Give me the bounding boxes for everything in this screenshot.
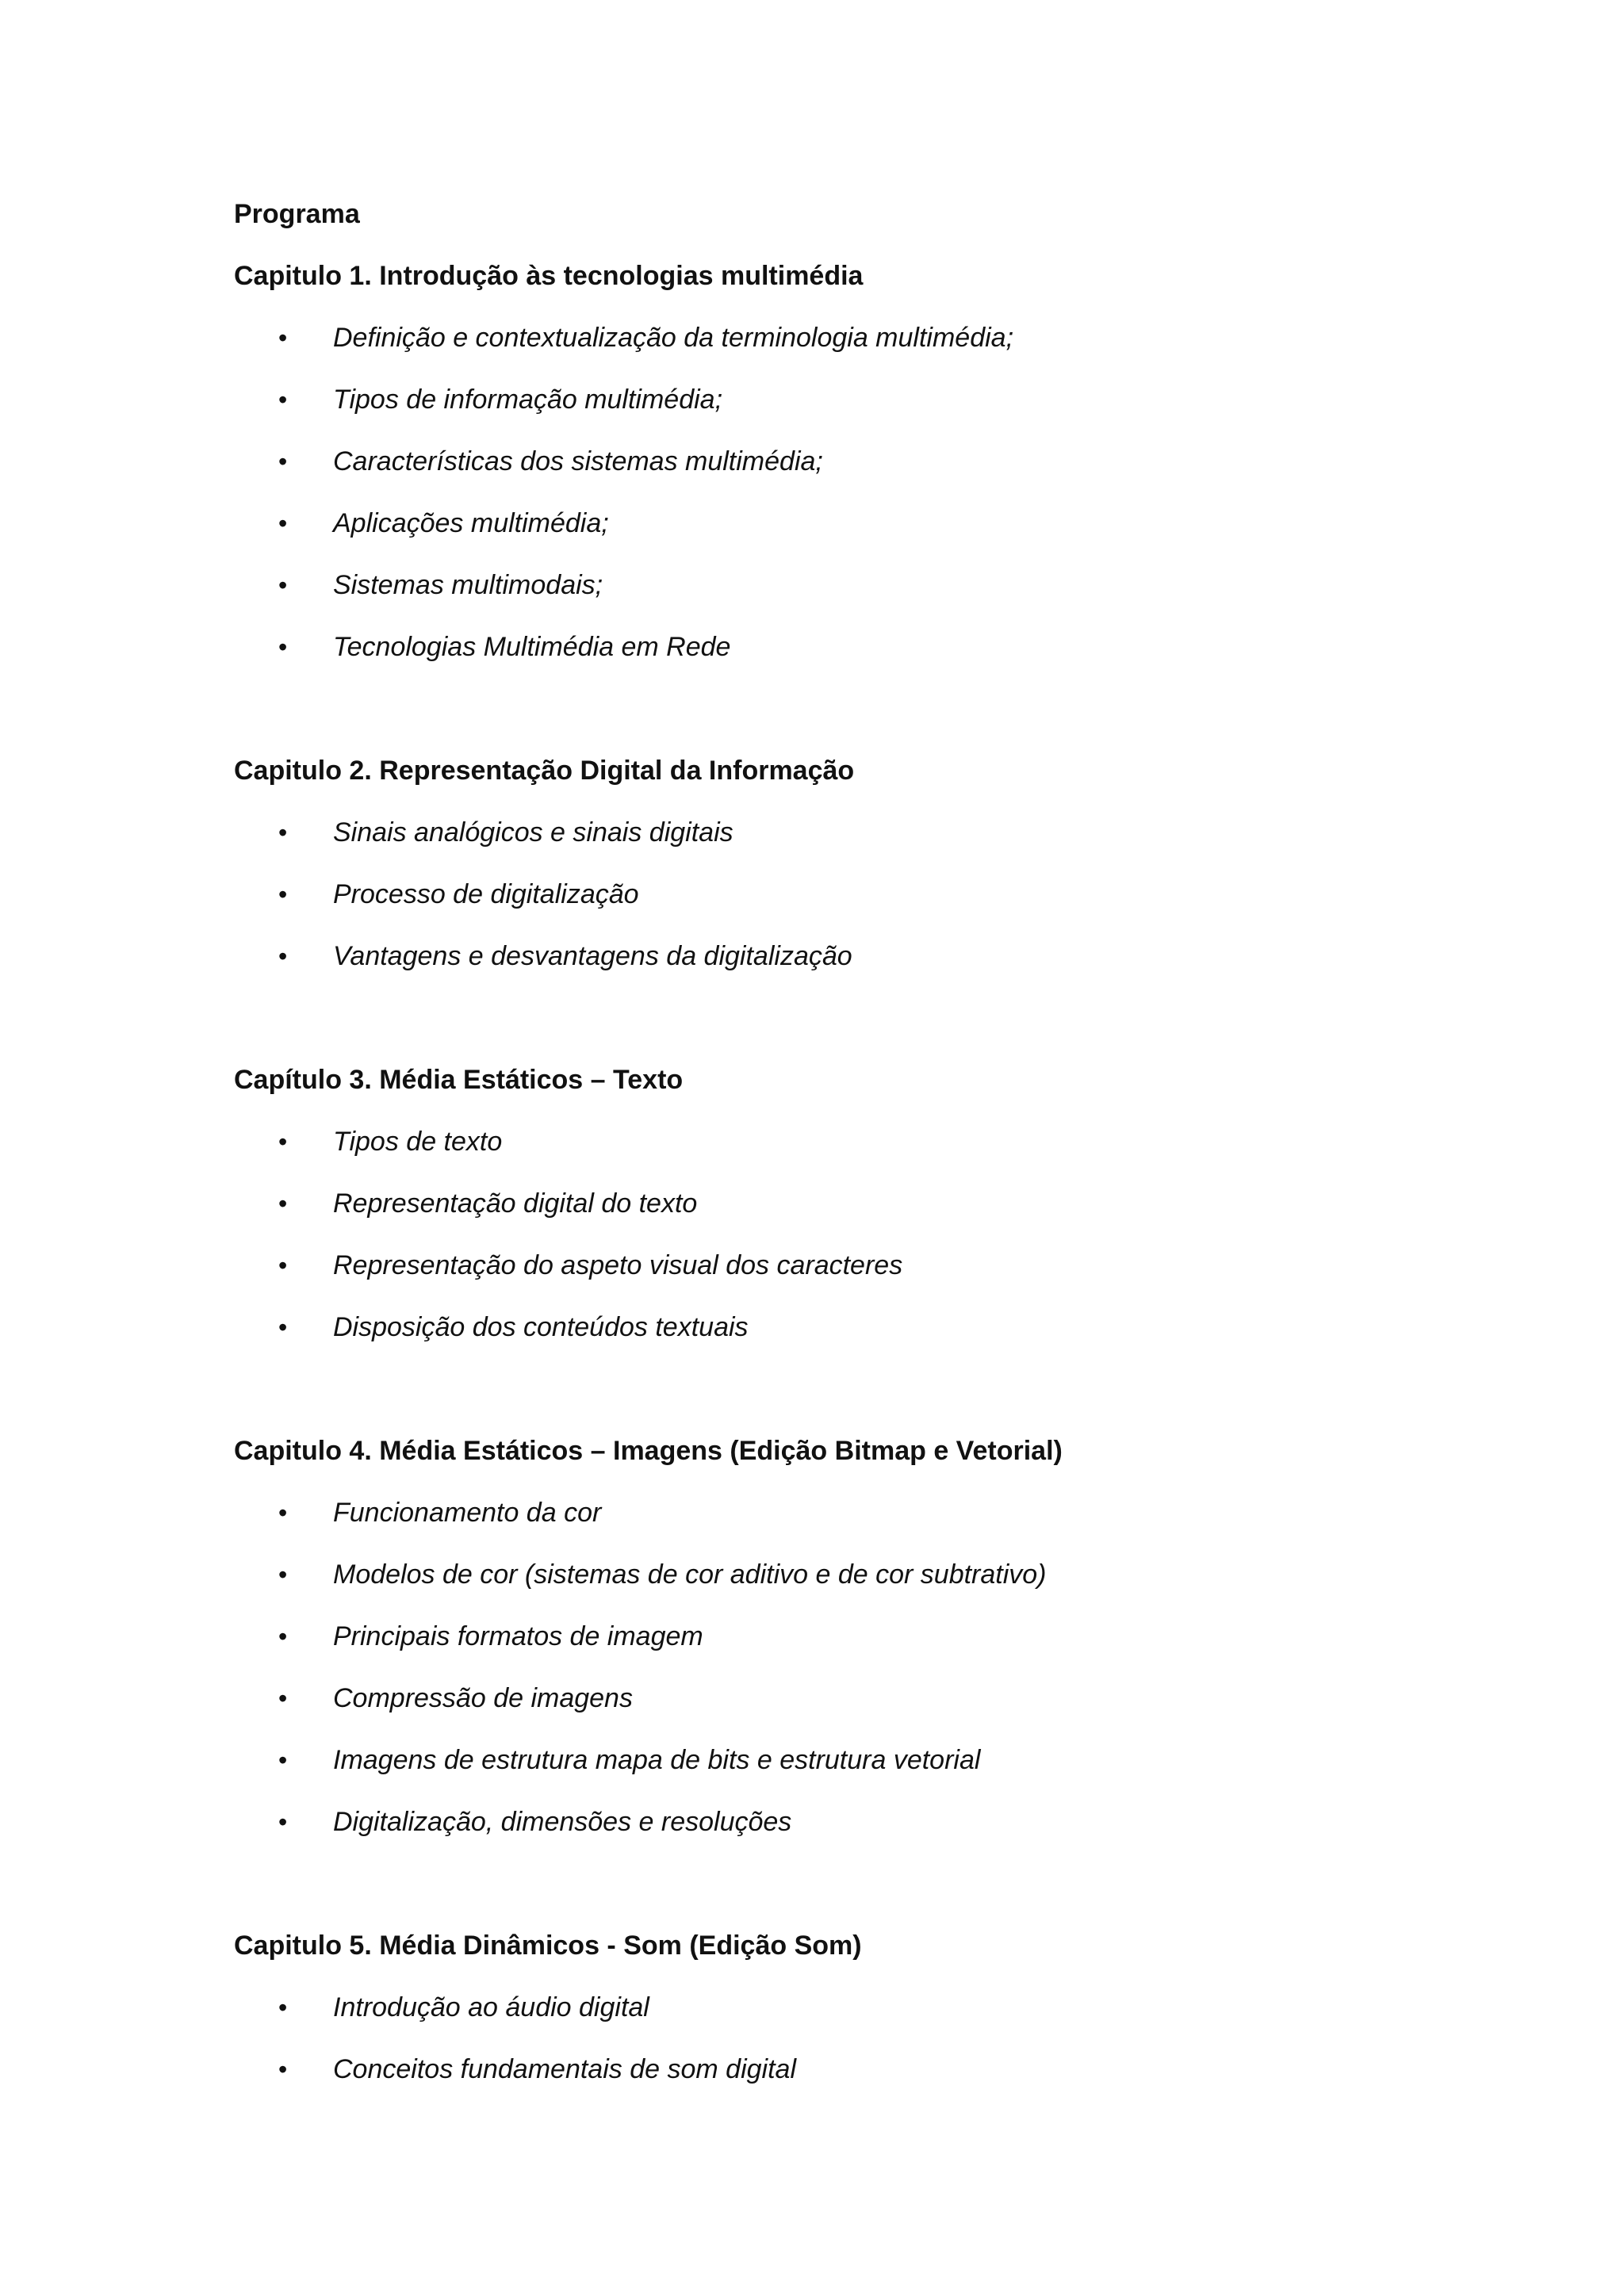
document-body [234, 193, 1423, 2110]
list-item [234, 1183, 1423, 1245]
chapter-3 [234, 1059, 1423, 1368]
list-item [234, 1245, 1423, 1307]
bullet-icon: • [278, 880, 288, 909]
bullet-icon: • [278, 1313, 288, 1341]
list-item-text: Processo de digitalização [333, 879, 639, 909]
spacer [234, 997, 1423, 1059]
list-item [234, 626, 1423, 688]
list-item [234, 2049, 1423, 2110]
list-item-text: Compressão de imagens [333, 1683, 633, 1713]
bullet-icon: • [278, 1127, 288, 1156]
bullet-icon: • [278, 1684, 288, 1712]
chapter-heading: Capitulo 2. Representação Digital da Informação [234, 756, 855, 786]
chapter-heading: Capitulo 4. Média Estáticos – Imagens (Edição Bitmap e Vetorial) [234, 1436, 1063, 1466]
list-item-text: Aplicações multimédia; [333, 508, 609, 538]
bullet-icon: • [278, 818, 288, 847]
list-item-text: Disposição dos conteúdos textuais [333, 1312, 749, 1342]
chapter-4 [234, 1430, 1423, 1863]
list-item [234, 1554, 1423, 1616]
bullet-icon: • [278, 1498, 288, 1527]
list-item [234, 1121, 1423, 1183]
bullet-icon: • [278, 2055, 288, 2084]
document-title: Programa [234, 199, 360, 229]
list-item [234, 1678, 1423, 1739]
bullet-icon: • [278, 942, 288, 970]
bullet-icon: • [278, 1808, 288, 1836]
list-item [234, 1739, 1423, 1801]
list-item-text: Sinais analógicos e sinais digitais [333, 817, 733, 848]
bullet-icon: • [278, 509, 288, 538]
list-item [234, 503, 1423, 564]
spacer [234, 688, 1423, 750]
list-item-text: Vantagens e desvantagens da digitalização [333, 941, 852, 971]
chapter-1 [234, 255, 1423, 688]
list-item-text: Principais formatos de imagem [333, 1621, 703, 1651]
list-item-text: Características dos sistemas multimédia; [333, 446, 823, 476]
bullet-icon: • [278, 447, 288, 476]
bullet-icon: • [278, 1560, 288, 1589]
list-item-text: Definição e contextualização da terminologia multimédia; [333, 323, 1014, 353]
bullet-icon: • [278, 1189, 288, 1218]
list-item-text: Sistemas multimodais; [333, 570, 603, 600]
spacer [234, 1368, 1423, 1430]
list-item [234, 812, 1423, 874]
list-item [234, 1801, 1423, 1863]
list-item-text: Imagens de estrutura mapa de bits e estrutura vetorial [333, 1745, 981, 1775]
list-item-text: Representação do aspeto visual dos caracteres [333, 1250, 903, 1280]
chapter-heading: Capitulo 1. Introdução às tecnologias multimédia [234, 261, 864, 291]
bullet-icon: • [278, 633, 288, 661]
bullet-icon: • [278, 1251, 288, 1280]
list-item-text: Tecnologias Multimédia em Rede [333, 632, 731, 662]
bullet-icon: • [278, 385, 288, 414]
list-item-text: Funcionamento da cor [333, 1498, 602, 1528]
list-item [234, 1307, 1423, 1368]
list-item [234, 874, 1423, 936]
list-item-text: Representação digital do texto [333, 1188, 698, 1219]
list-item-text: Conceitos fundamentais de som digital [333, 2054, 796, 2084]
list-item-text: Introdução ao áudio digital [333, 1992, 649, 2022]
list-item [234, 1616, 1423, 1678]
chapter-heading: Capitulo 5. Média Dinâmicos - Som (Edição Som) [234, 1931, 862, 1961]
chapter-2 [234, 750, 1423, 997]
spacer [234, 1863, 1423, 1925]
list-item [234, 936, 1423, 997]
bullet-icon: • [278, 323, 288, 352]
bullet-icon: • [278, 1993, 288, 2022]
bullet-icon: • [278, 571, 288, 599]
list-item [234, 379, 1423, 441]
list-item-text: Digitalização, dimensões e resoluções [333, 1807, 792, 1837]
list-item-text: Tipos de texto [333, 1127, 503, 1157]
chapter-heading: Capítulo 3. Média Estáticos – Texto [234, 1065, 684, 1095]
bullet-icon: • [278, 1622, 288, 1651]
list-item-text: Tipos de informação multimédia; [333, 385, 723, 415]
list-item [234, 1492, 1423, 1554]
chapter-5 [234, 1925, 1423, 2110]
list-item [234, 441, 1423, 503]
list-item [234, 317, 1423, 379]
list-item [234, 1987, 1423, 2049]
bullet-icon: • [278, 1746, 288, 1774]
list-item [234, 564, 1423, 626]
list-item-text: Modelos de cor (sistemas de cor aditivo e de cor subtrativo) [333, 1559, 1047, 1590]
